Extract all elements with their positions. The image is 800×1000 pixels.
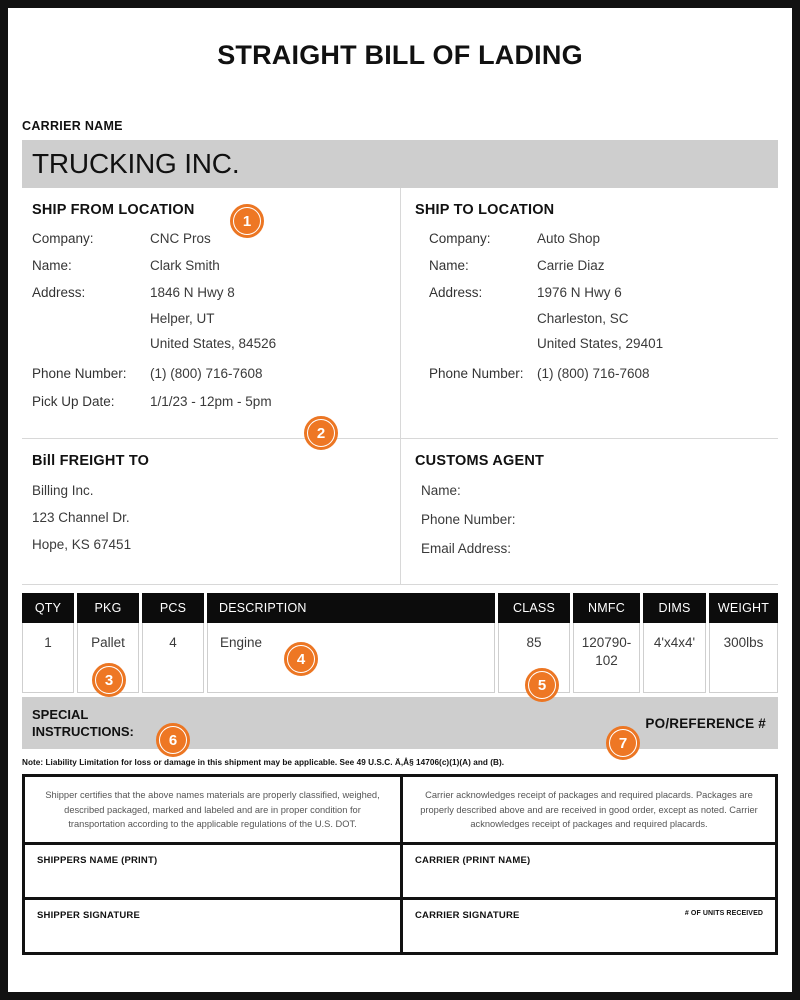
goods-cell-pcs: 4 bbox=[142, 623, 204, 693]
callout-badge-2-number: 2 bbox=[308, 420, 334, 446]
ship-from-block bbox=[22, 188, 400, 438]
carrier-signature-label: CARRIER SIGNATURE bbox=[415, 910, 520, 922]
ship-to-address-value bbox=[537, 286, 663, 351]
bill-freight-to-line3: Hope, KS 67451 bbox=[32, 537, 132, 553]
special-instructions-band bbox=[22, 697, 778, 749]
callout-badge-6 bbox=[156, 723, 190, 757]
ship-to-address-line2: Charleston, SC bbox=[537, 310, 629, 326]
callout-badge-7 bbox=[606, 726, 640, 760]
goods-cell-qty: 1 bbox=[22, 623, 74, 693]
po-reference-label: PO/REFERENCE # bbox=[645, 715, 766, 731]
ship-from-company-value: CNC Pros bbox=[150, 231, 211, 246]
ship-to-company-label: Company: bbox=[429, 231, 491, 246]
goods-table bbox=[22, 593, 778, 693]
goods-cell-dims: 4'x4x4' bbox=[643, 623, 706, 693]
goods-column-pcs bbox=[142, 593, 204, 693]
ship-from-phone-value: (1) (800) 716-7608 bbox=[150, 365, 263, 381]
callout-badge-7-number: 7 bbox=[610, 730, 636, 756]
shipper-certification-cell bbox=[25, 777, 400, 842]
print-name-row bbox=[25, 842, 775, 897]
ship-from-heading: SHIP FROM LOCATION bbox=[32, 202, 195, 218]
ship-from-address-row bbox=[32, 286, 392, 351]
goods-column-weight bbox=[709, 593, 778, 693]
ship-from-address-line2: Helper, UT bbox=[150, 310, 215, 326]
liability-note: Note: Liability Limitation for loss or damage in this shipment may be applicable. See 49 U.S.C. Ä,Å§ 14706(c)(1)(A) and (B). bbox=[22, 758, 505, 768]
shipper-signature-label: SHIPPER SIGNATURE bbox=[37, 910, 140, 922]
callout-badge-3 bbox=[92, 663, 126, 697]
signature-row bbox=[25, 897, 775, 952]
ship-to-name-row bbox=[415, 259, 770, 273]
locations-section bbox=[22, 188, 778, 439]
customs-agent-email-label: Email Address: bbox=[421, 541, 512, 557]
customs-agent-name-label: Name: bbox=[421, 483, 461, 499]
ship-from-pickup-row bbox=[32, 395, 392, 409]
carrier-name-cell[interactable] bbox=[400, 845, 775, 897]
goods-cell-nmfc: 120790-102 bbox=[573, 623, 640, 693]
special-instructions-label-line2: INSTRUCTIONS: bbox=[32, 724, 134, 740]
ship-from-name-row bbox=[32, 259, 392, 273]
goods-header-qty: QTY bbox=[22, 593, 74, 623]
goods-header-pkg: PKG bbox=[77, 593, 139, 623]
special-instructions-label-line1: SPECIAL bbox=[32, 706, 89, 722]
callout-badge-5-number: 5 bbox=[529, 672, 555, 698]
shipper-certification-text: Shipper certifies that the above names materials are properly classified, weighed, described packaged, marked and labeled and are in proper condition for transportation according to the applicable regulations of the U.S. DOT. bbox=[45, 790, 380, 830]
ship-to-name-value: Carrie Diaz bbox=[537, 258, 605, 274]
customs-agent-heading: CUSTOMS AGENT bbox=[415, 453, 545, 470]
ship-from-pickup-label: Pick Up Date: bbox=[32, 394, 115, 410]
carrier-print-name-label: CARRIER (PRINT NAME) bbox=[415, 855, 531, 867]
units-received-label: # OF UNITS RECEIVED bbox=[684, 910, 763, 918]
goods-column-qty bbox=[22, 593, 74, 693]
carrier-certification-text: Carrier acknowledges receipt of packages and required placards. Packages are properly described above and are received in good order, except as noted. Carrier acknowledges receipt of packages and required placards. bbox=[420, 790, 758, 830]
customs-agent-block bbox=[400, 439, 778, 584]
bill-freight-to-heading: Bill FREIGHT TO bbox=[32, 453, 150, 470]
ship-to-phone-label: Phone Number: bbox=[429, 365, 524, 381]
ship-to-phone-row bbox=[415, 367, 770, 381]
carrier-name-value: TRUCKING INC. bbox=[32, 148, 240, 179]
goods-cell-pkg: Pallet bbox=[77, 623, 139, 693]
callout-badge-5 bbox=[525, 668, 559, 702]
ship-from-name-label: Name: bbox=[32, 258, 72, 274]
shippers-name-cell[interactable] bbox=[25, 845, 400, 897]
callout-badge-3-number: 3 bbox=[96, 667, 122, 693]
goods-header-description: DESCRIPTION bbox=[207, 593, 495, 623]
bill-freight-to-line1: Billing Inc. bbox=[32, 483, 94, 499]
signature-section bbox=[22, 774, 778, 955]
ship-to-address-line3: United States, 29401 bbox=[537, 335, 664, 351]
ship-from-address-label: Address: bbox=[32, 285, 86, 301]
goods-header-weight: WEIGHT bbox=[709, 593, 778, 623]
ship-to-company-value: Auto Shop bbox=[537, 231, 601, 246]
certification-row bbox=[25, 777, 775, 842]
callout-badge-1 bbox=[230, 204, 264, 238]
shipper-signature-cell[interactable] bbox=[25, 900, 400, 952]
callout-badge-6-number: 6 bbox=[160, 727, 186, 753]
page-title: STRAIGHT BILL OF LADING bbox=[217, 40, 583, 70]
goods-header-dims: DIMS bbox=[643, 593, 706, 623]
carrier-certification-cell bbox=[400, 777, 775, 842]
goods-column-description bbox=[207, 593, 495, 693]
carrier-signature-cell[interactable] bbox=[400, 900, 775, 952]
ship-to-company-row bbox=[415, 232, 770, 246]
ship-to-address-line1: 1976 N Hwy 6 bbox=[537, 285, 622, 301]
ship-to-block bbox=[400, 188, 778, 438]
billing-customs-section bbox=[22, 439, 778, 585]
ship-from-phone-row bbox=[32, 367, 392, 381]
goods-header-pcs: PCS bbox=[142, 593, 204, 623]
goods-column-dims bbox=[643, 593, 706, 693]
callout-badge-4 bbox=[284, 642, 318, 676]
ship-to-heading: SHIP TO LOCATION bbox=[415, 202, 555, 218]
callout-badge-2 bbox=[304, 416, 338, 450]
goods-cell-class: 85 bbox=[498, 623, 570, 693]
bill-freight-to-line2: 123 Channel Dr. bbox=[32, 510, 130, 526]
shippers-name-label: SHIPPERS NAME (PRINT) bbox=[37, 855, 158, 867]
ship-from-company-label: Company: bbox=[32, 231, 94, 246]
document-inner bbox=[8, 8, 792, 992]
callout-badge-4-number: 4 bbox=[288, 646, 314, 672]
goods-cell-description: Engine bbox=[207, 623, 495, 693]
goods-header-class: CLASS bbox=[498, 593, 570, 623]
goods-cell-weight: 300lbs bbox=[709, 623, 778, 693]
ship-from-company-row bbox=[32, 232, 392, 246]
goods-column-nmfc bbox=[573, 593, 640, 693]
ship-from-phone-label: Phone Number: bbox=[32, 365, 127, 381]
ship-to-address-label: Address: bbox=[429, 285, 483, 301]
customs-agent-phone-label: Phone Number: bbox=[421, 512, 516, 528]
ship-from-address-line1: 1846 N Hwy 8 bbox=[150, 285, 235, 301]
special-instructions-label bbox=[32, 706, 152, 741]
callout-badge-1-number: 1 bbox=[234, 208, 260, 234]
bill-freight-to-block bbox=[22, 439, 400, 584]
ship-from-address-value bbox=[150, 286, 276, 351]
carrier-name-band bbox=[22, 140, 778, 188]
goods-header-nmfc: NMFC bbox=[573, 593, 640, 623]
ship-to-name-label: Name: bbox=[429, 258, 469, 274]
ship-from-pickup-value: 1/1/23 - 12pm - 5pm bbox=[150, 394, 272, 410]
ship-to-address-row bbox=[415, 286, 770, 351]
ship-from-name-value: Clark Smith bbox=[150, 258, 220, 274]
carrier-name-label: CARRIER NAME bbox=[22, 119, 123, 133]
ship-from-address-line3: United States, 84526 bbox=[150, 335, 277, 351]
ship-to-phone-value: (1) (800) 716-7608 bbox=[537, 365, 650, 381]
